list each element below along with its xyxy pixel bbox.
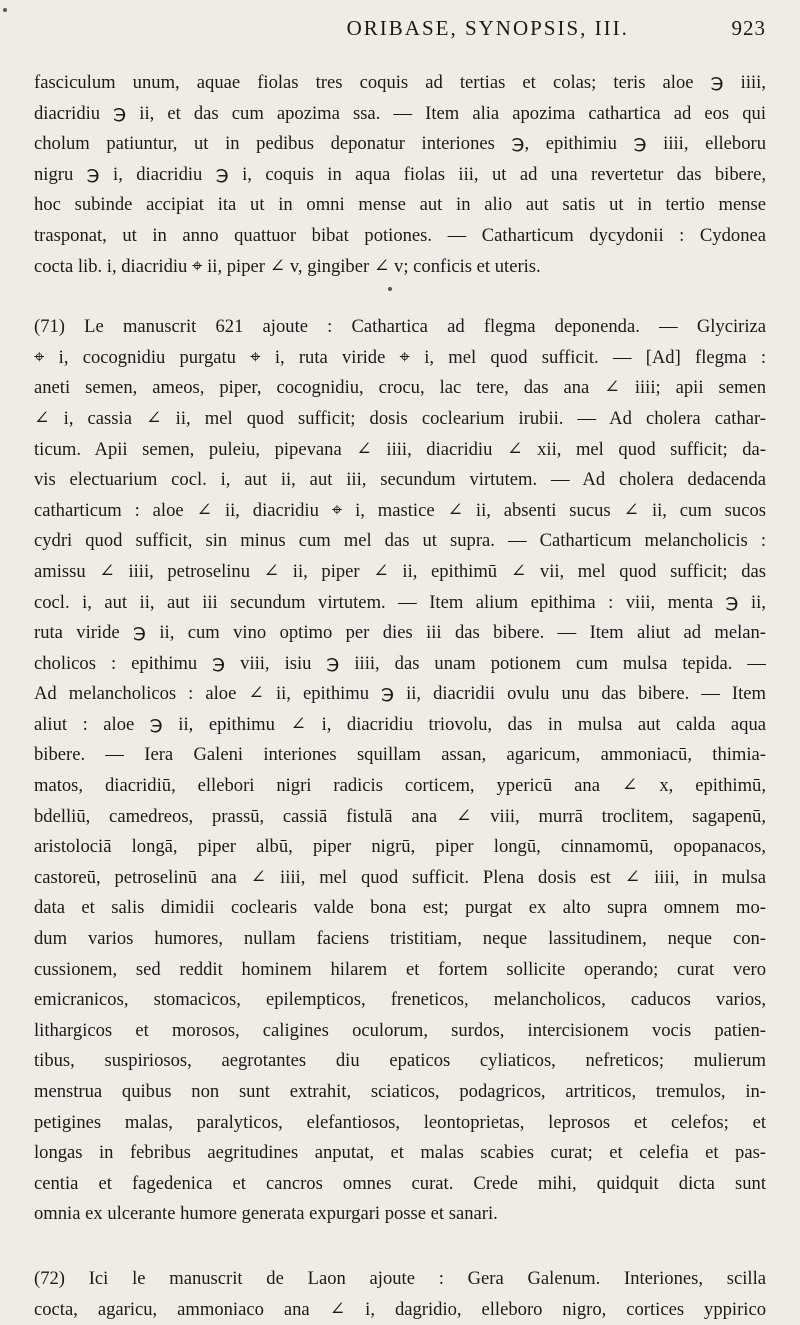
text-line: ruta viride ℈ ii, cum vino optimo per dies iii das bibere. — Item aliut ad melan-	[34, 622, 766, 644]
running-title: ORIBASE, SYNOPSIS, III.	[346, 16, 629, 40]
text-line: (71) Le manuscrit 621 ajoute : Cathartica ad flegma deponenda. — Glyciriza	[34, 316, 766, 338]
paragraph-gap	[34, 1230, 766, 1264]
text-line: diacridiu ℈ ii, et das cum apozima ssa. — Item alia apozima cathartica ad eos qui	[34, 102, 766, 124]
text-line: (72) Ici le manuscrit de Laon ajoute : Gera Galenum. Interiones, scilla	[34, 1267, 766, 1289]
text-line: menstrua quibus non sunt extrahit, sciaticos, podagricos, artriticos, tremulos, in-	[34, 1081, 766, 1102]
text-line: aneti semen, ameos, piper, cocognidiu, crocu, lac tere, das ana ∠ iiii; apii semen	[34, 377, 766, 399]
text-line: ticum. Apii semen, puleiu, pipevana ∠ iiii, diacridiu ∠ xii, mel quod sufficit; da-	[34, 438, 766, 460]
text-line: bibere. — Iera Galeni interiones squillam assan, agaricum, ammoniacū, thimia-	[34, 744, 766, 766]
text-line: cocta, agaricu, ammoniaco ana ∠ i, dagridio, elleboro nigro, cortices yppirico	[34, 1298, 766, 1320]
print-speck	[388, 287, 392, 291]
text-line: trasponat, ut in anno quattuor bibat potiones. — Catharticum dycydonii : Cydonea	[34, 224, 766, 246]
text-line: data et salis dimidii coclearis valde bona est; purgat ex alto supra omnem mo-	[34, 897, 766, 919]
text-line: ∠ i, cassia ∠ ii, mel quod sufficit; dosis coclearium irubii. — Ad cholera cathar-	[34, 407, 766, 429]
text-line: dum varios humores, nullam faciens tristitiam, neque lassitudinem, neque con-	[34, 928, 766, 950]
text-line: aliut : aloe ℈ ii, epithimu ∠ i, diacridiu triovolu, das in mulsa aut calda aqua	[34, 713, 766, 735]
text-line: cholicos : epithimu ℈ viii, isiu ℈ iiii, das unam potionem cum mulsa tepida. —	[34, 652, 766, 674]
note-72	[34, 1264, 766, 1325]
text-line: lithargicos et morosos, caligines oculorum, surdos, intercisionem vocis patien-	[34, 1019, 766, 1041]
text-line: petigines malas, paralyticos, elefantiosos, leontoprietas, leprosos et celefos; et	[34, 1111, 766, 1133]
text-line: castoreū, petroselinū ana ∠ iiii, mel quod sufficit. Plena dosis est ∠ iiii, in mulsa	[34, 866, 766, 888]
text-line: longas in febribus aegritudines anputat, et malas scabies curat; et celefia et pas-	[34, 1142, 766, 1164]
text-line: nigru ℈ i, diacridiu ℈ i, coquis in aqua fiolas iii, ut ad una revertetur das bibere,	[34, 163, 766, 185]
text-line: emicranicos, stomacicos, epilempticos, freneticos, melancholicos, caducos varios,	[34, 989, 766, 1011]
print-speck	[3, 8, 7, 12]
running-header	[34, 16, 766, 50]
paragraph-gap	[34, 282, 766, 312]
text-line: tibus, suspiriosos, aegrotantes diu epaticos cyliaticos, nefreticos; mulierum	[34, 1050, 766, 1072]
text-line: omnia ex ulcerante humore generata expurgari posse et sanari.	[34, 1203, 498, 1225]
note-71	[34, 312, 766, 1230]
paragraph-continuation	[34, 68, 766, 282]
text-line: ⌖ i, cocognidiu purgatu ⌖ i, ruta viride ⌖ i, mel quod sufficit. — [Ad] flegma :	[34, 346, 766, 368]
text-line: amissu ∠ iiii, petroselinu ∠ ii, piper ∠ ii, epithimū ∠ vii, mel quod sufficit; das	[34, 560, 766, 582]
text-line: cocta lib. i, diacridiu ⌖ ii, piper ∠ v, gingiber ∠ v; conficis et uteris.	[34, 255, 541, 277]
text-line: catharticum : aloe ∠ ii, diacridiu ⌖ i, mastice ∠ ii, absenti sucus ∠ ii, cum sucos	[34, 499, 766, 521]
text-line: cydri quod sufficit, sin minus cum mel das ut supra. — Catharticum melancholicis :	[34, 530, 766, 552]
text-line: cussionem, sed reddit hominem hilarem et fortem sollicite operando; curat vero	[34, 958, 766, 980]
text-line: bdelliū, camedreos, prassū, cassiā fistulā ana ∠ viii, murrā troclitem, sagapenū,	[34, 805, 766, 827]
text-line: aristolociā longā, piper albū, piper nigrū, piper longū, cinnamomū, opopanacos,	[34, 836, 766, 858]
text-line: centia et fagedenica et cancros omnes curat. Crede mihi, quidquit dicta sunt	[34, 1172, 766, 1194]
text-line: hoc subinde accipiat ita ut in omni mense aut in alio aut satis ut in tertio mense	[34, 194, 766, 216]
text-line: matos, diacridiū, ellebori nigri radicis corticem, ypericū ana ∠ x, epithimū,	[34, 775, 766, 797]
text-line: fasciculum unum, aquae fiolas tres coquis ad tertias et colas; teris aloe ℈ iiii,	[34, 72, 766, 93]
text-line: Ad melancholicos : aloe ∠ ii, epithimu ℈ ii, diacridii ovulu unu das bibere. — Item	[34, 683, 766, 705]
text-line: vis electuarium cocl. i, aut ii, aut iii, secundum virtutem. — Ad cholera dedacenda	[34, 469, 766, 491]
page-number: 923	[731, 16, 766, 40]
text-line: cocl. i, aut ii, aut iii secundum virtutem. — Item alium epithima : viii, menta ℈ ii,	[34, 591, 766, 613]
text-line: cholum patiuntur, ut in pedibus deponatur interiones ℈, epithimiu ℈ iiii, elleboru	[34, 133, 766, 155]
